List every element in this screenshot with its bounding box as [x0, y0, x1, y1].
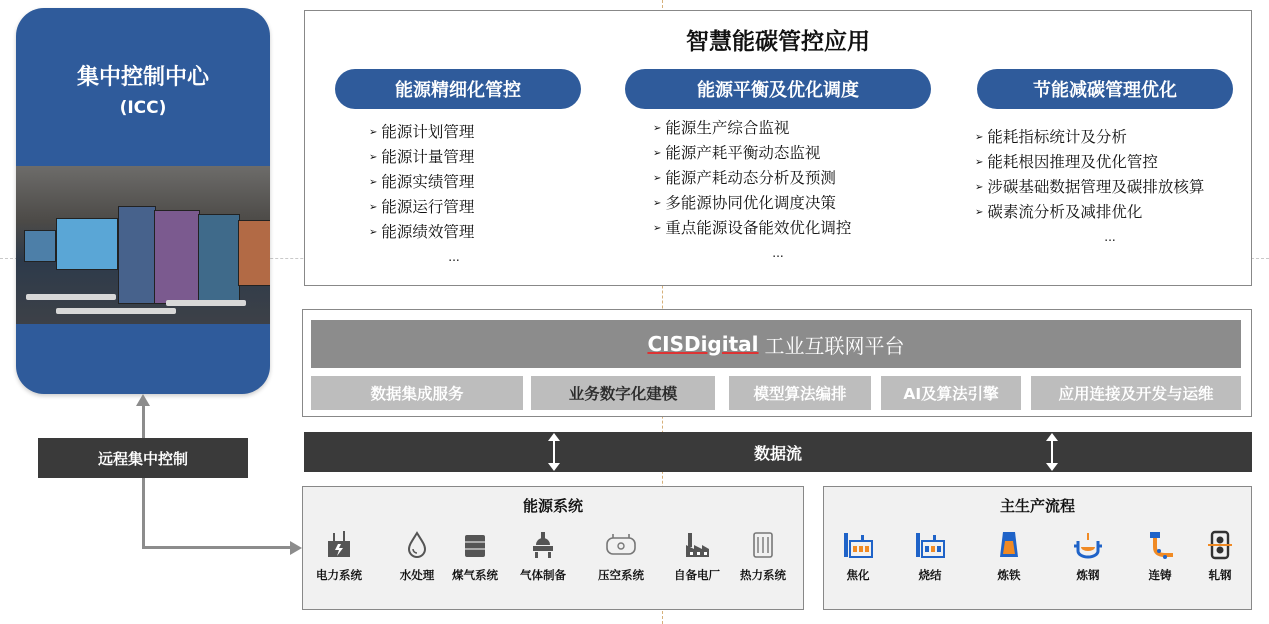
service-digital-modeling: 业务数字化建模 [531, 376, 715, 410]
platform-bar [311, 320, 1241, 368]
remote-arrow-up-icon [136, 394, 150, 406]
list-item: ➢ 能源实绩管理 [369, 170, 539, 195]
rolling-mill-icon [1205, 529, 1235, 561]
list-item: ➢ 能耗指标统计及分析 [975, 125, 1245, 150]
production-title: 主生产流程 [999, 497, 1075, 515]
control-center-photo [16, 166, 270, 324]
list-carbon-reduction [975, 125, 1245, 250]
pill-energy-control: 能源精细化管控 [335, 69, 581, 109]
production-item-rolling: 轧钢 [1184, 529, 1256, 583]
pill-energy-balance: 能源平衡及优化调度 [625, 69, 931, 109]
production-item-casting: 连铸 [1124, 529, 1196, 583]
energy-item-power-plant: 自备电厂 [661, 529, 733, 583]
compressor-icon [604, 529, 638, 561]
energy-item-power: 电力系统 [303, 529, 375, 583]
energy-item-heat: 热力系统 [727, 529, 799, 583]
production-item-sintering: 烧结 [894, 529, 966, 583]
list-item: ➢ 能源计量管理 [369, 145, 539, 170]
list-energy-control [369, 120, 539, 270]
list-energy-balance [653, 116, 903, 266]
service-ai-engine: AI及算法引擎 [881, 376, 1021, 410]
platform-box [302, 309, 1252, 417]
converter-icon [1071, 529, 1105, 561]
energy-item-water: 水处理 [381, 529, 453, 583]
energy-system-panel [302, 486, 804, 610]
list-item: ➢ 碳素流分析及减排优化 [975, 200, 1245, 225]
icc-card [16, 8, 270, 394]
list-item: ➢ 能源产耗动态分析及预测 [653, 166, 903, 191]
platform-title: 工业互联网平台 [764, 333, 905, 358]
pill-carbon-reduction: 节能减碳管理优化 [977, 69, 1233, 109]
sintering-icon [913, 529, 947, 561]
icc-subtitle: (ICC) [119, 98, 167, 118]
list-more: ... [1104, 230, 1116, 244]
water-drop-icon [402, 529, 432, 561]
blast-furnace-icon [994, 529, 1024, 561]
list-item: ➢ 能源计划管理 [369, 120, 539, 145]
list-item: ➢ 能源产耗平衡动态监视 [653, 141, 903, 166]
list-item: ➢ 能源运行管理 [369, 195, 539, 220]
power-system-icon [324, 529, 354, 561]
list-item: ➢ 能源绩效管理 [369, 220, 539, 245]
heat-exchanger-icon [748, 529, 778, 561]
production-item-coking: 焦化 [822, 529, 894, 583]
data-flow-bar: 数据流 [304, 432, 1252, 472]
list-item: ➢ 能耗根因推理及优化管控 [975, 150, 1245, 175]
service-model-orchestration: 模型算法编排 [729, 376, 871, 410]
production-item-steelmaking: 炼钢 [1052, 529, 1124, 583]
energy-system-title: 能源系统 [522, 497, 583, 515]
energy-item-gas: 煤气系统 [439, 529, 511, 583]
application-box [304, 10, 1252, 286]
coking-icon [841, 529, 875, 561]
energy-item-compressor: 压空系统 [585, 529, 657, 583]
factory-icon [682, 529, 712, 561]
gas-plant-icon [528, 529, 558, 561]
remote-arrow-right-icon [290, 541, 302, 555]
remote-control-label: 远程集中控制 [38, 438, 248, 478]
list-more: ... [448, 250, 460, 264]
remote-arrow-connector [142, 546, 292, 549]
energy-item-gas-plant: 气体制备 [507, 529, 579, 583]
application-title: 智慧能碳管控应用 [686, 29, 870, 55]
continuous-casting-icon [1145, 529, 1175, 561]
service-app-connect: 应用连接及开发与运维 [1031, 376, 1241, 410]
production-panel [823, 486, 1252, 610]
list-item: ➢ 重点能源设备能效优化调控 [653, 216, 903, 241]
double-arrow-icon [1045, 433, 1059, 471]
double-arrow-icon [547, 433, 561, 471]
list-item: ➢ 涉碳基础数据管理及碳排放核算 [975, 175, 1245, 200]
service-data-integration: 数据集成服务 [311, 376, 523, 410]
production-item-ironmaking: 炼铁 [973, 529, 1045, 583]
list-more: ... [772, 246, 784, 260]
icc-title: 集中控制中心 [76, 65, 209, 90]
gas-tank-icon [460, 529, 490, 561]
list-item: ➢ 多能源协同优化调度决策 [653, 191, 903, 216]
list-item: ➢ 能源生产综合监视 [653, 116, 903, 141]
platform-brand: CISDigital [647, 332, 759, 356]
